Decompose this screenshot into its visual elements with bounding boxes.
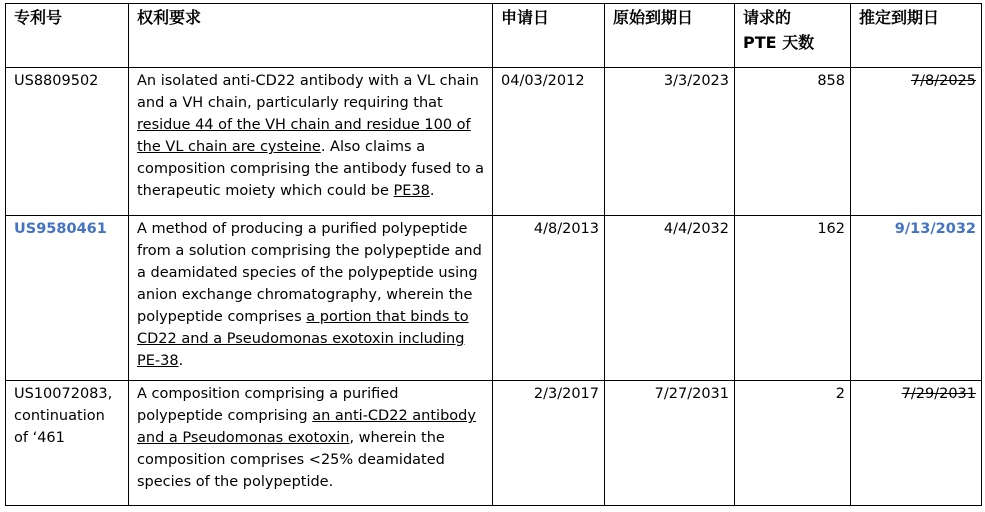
header-filing-date: 申请日 bbox=[493, 4, 605, 68]
patent-number-line: continuation bbox=[14, 408, 105, 424]
claim-underlined-part: a portion that binds to CD22 and a Pseudomonas exotoxin including PE-38 bbox=[137, 309, 469, 369]
requested-days: 162 bbox=[735, 216, 851, 381]
filing-date: 04/03/2012 bbox=[493, 68, 605, 216]
table-row bbox=[6, 68, 982, 216]
claim-text-part: . Also claims a composition comprising the antibody fused to a therapeutic moiety which could be bbox=[137, 139, 485, 199]
claim-text-part: . bbox=[429, 183, 435, 199]
estimated-expiry-highlighted: 9/13/2032 bbox=[894, 221, 976, 237]
header-requested-days-line2: PTE 天数 bbox=[743, 33, 815, 52]
claim-text-part: , wherein the composition comprises <25% deamidated species of the polypeptide. bbox=[137, 430, 445, 490]
header-original-expiry: 原始到期日 bbox=[605, 4, 735, 68]
header-claims: 权利要求 bbox=[129, 4, 493, 68]
claim-text-part: An isolated anti-CD22 antibody with a VL chain and a VH chain, particularly requiring that bbox=[137, 73, 479, 111]
header-requested-days-line1: 请求的 bbox=[743, 8, 792, 27]
patent-term-extension-table bbox=[5, 3, 982, 506]
header-requested-pte-days bbox=[735, 4, 851, 68]
patent-number-highlighted: US9580461 bbox=[14, 221, 107, 237]
filing-date: 2/3/2017 bbox=[493, 381, 605, 506]
original-expiry: 7/27/2031 bbox=[605, 381, 735, 506]
requested-days: 2 bbox=[735, 381, 851, 506]
filing-date: 4/8/2013 bbox=[493, 216, 605, 381]
patent-number: US8809502 bbox=[6, 68, 129, 216]
claim-text-part: A composition comprising a purified polypeptide comprising bbox=[137, 386, 399, 424]
table-header-row bbox=[6, 4, 982, 68]
requested-days: 858 bbox=[735, 68, 851, 216]
table-row bbox=[6, 216, 982, 381]
header-patent-no: 专利号 bbox=[6, 4, 129, 68]
claim-text-part: . bbox=[178, 353, 184, 369]
original-expiry: 4/4/2032 bbox=[605, 216, 735, 381]
claims-text bbox=[129, 381, 493, 506]
original-expiry: 3/3/2023 bbox=[605, 68, 735, 216]
patent-number-line: US10072083, bbox=[14, 386, 113, 402]
header-estimated-expiry: 推定到期日 bbox=[851, 4, 982, 68]
patent-number-line: of ‘461 bbox=[14, 430, 65, 446]
claim-underlined-part: an anti-CD22 antibody and a Pseudomonas exotoxin bbox=[137, 408, 476, 446]
patent-number bbox=[6, 381, 129, 506]
estimated-expiry-struck: 7/29/2031 bbox=[901, 386, 976, 402]
estimated-expiry bbox=[851, 216, 982, 381]
patent-number bbox=[6, 216, 129, 381]
claim-text-part: A method of producing a purified polypeptide from a solution comprising the polypeptide and a deamidated species of the polypeptide using anion exchange chromatography, wherein the polypeptide comprises bbox=[137, 221, 482, 325]
table-row bbox=[6, 381, 982, 506]
estimated-expiry-struck: 7/8/2025 bbox=[910, 73, 976, 89]
claims-text bbox=[129, 216, 493, 381]
estimated-expiry bbox=[851, 68, 982, 216]
claim-underlined-part: residue 44 of the VH chain and residue 100 of the VL chain are cysteine bbox=[137, 117, 471, 155]
claims-text bbox=[129, 68, 493, 216]
claim-underlined-part: PE38 bbox=[393, 183, 430, 199]
estimated-expiry bbox=[851, 381, 982, 506]
